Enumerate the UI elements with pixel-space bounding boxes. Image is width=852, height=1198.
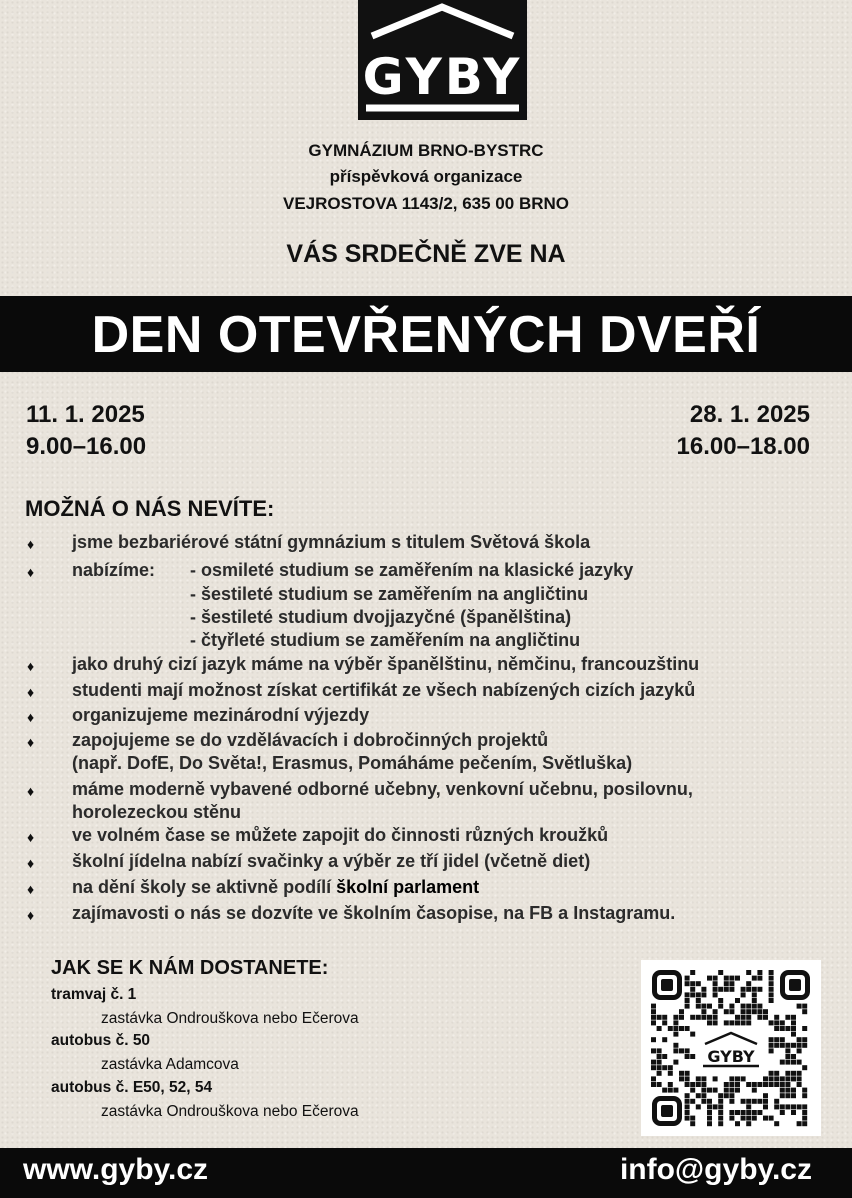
event-title-banner	[0, 296, 852, 372]
list-item	[72, 877, 479, 898]
house-logo-icon	[358, 0, 527, 120]
list-item: máme moderně vybavené odborné učebny, venkovní učebnu, posilovnu,	[72, 779, 693, 799]
bullet-icon: ♦	[27, 564, 35, 580]
bullet-icon: ♦	[27, 783, 35, 799]
event-title: DEN OTEVŘENÝCH DVEŘÍ	[91, 306, 761, 364]
list-item: jsme bezbariérové státní gymnázium s titulem Světová škola	[72, 532, 591, 552]
qr-code-icon	[641, 960, 821, 1136]
transport-stop: zastávka Ondrouškova nebo Ečerova	[101, 1010, 359, 1027]
date-1: 11. 1. 2025	[26, 401, 145, 428]
school-name: GYMNÁZIUM BRNO-BYSTRC	[308, 141, 544, 160]
travel-title: JAK SE K NÁM DOSTANETE:	[51, 957, 329, 979]
list-item-continuation: (např. DofE, Do Světa!, Erasmus, Pomáháme pečením, Světluška)	[72, 753, 633, 773]
bullet-icon: ♦	[27, 829, 35, 845]
bullet-icon: ♦	[27, 684, 35, 700]
list-item: školní jídelna nabízí svačinky a výběr ze tří jidel (včetně diet)	[72, 851, 591, 871]
date-block-1	[26, 399, 146, 463]
list-item: zajímavosti o nás se dozvíte ve školním časopise, na FB a Instagramu.	[72, 903, 676, 923]
list-item-text: na dění školy se aktivně podílí	[72, 877, 332, 897]
list-item: jako druhý cizí jazyk máme na výběr španělštinu, němčinu, francouzštinu	[72, 654, 700, 674]
logo-text: GYBY	[362, 48, 523, 106]
website-link[interactable]: www.gyby.cz	[23, 1153, 209, 1186]
transport-stop: zastávka Adamcova	[101, 1056, 239, 1073]
school-logo	[358, 0, 527, 120]
time-2: 16.00–18.00	[676, 433, 810, 460]
footer	[0, 1148, 852, 1198]
list-item: zapojujeme se do vzdělávacích i dobročinných projektů	[72, 730, 549, 750]
bullet-icon: ♦	[27, 734, 35, 750]
offer-line: - šestileté studium se zaměřením na angličtinu	[190, 584, 589, 604]
bullet-icon: ♦	[27, 907, 35, 923]
transport-mode: tramvaj č. 1	[51, 986, 137, 1003]
bullet-icon: ♦	[27, 855, 35, 871]
offer-line: - osmileté studium se zaměřením na klasické jazyky	[190, 560, 634, 580]
offer-line: - šestileté studium dvojjazyčné (španělština)	[190, 607, 572, 627]
bullet-icon: ♦	[27, 709, 35, 725]
qr-code[interactable]	[641, 960, 821, 1136]
about-title: MOŽNÁ O NÁS NEVÍTE:	[25, 496, 275, 521]
invite-text: VÁS SRDEČNĚ ZVE NA	[286, 240, 566, 268]
time-1: 9.00–16.00	[26, 433, 147, 460]
list-item: ve volném čase se můžete zapojit do činnosti různých kroužků	[72, 825, 609, 845]
date-2: 28. 1. 2025	[689, 401, 810, 428]
date-block-2	[677, 399, 810, 463]
email-link[interactable]: info@gyby.cz	[619, 1153, 812, 1186]
bullet-icon: ♦	[27, 658, 35, 674]
list-item-continuation: horolezeckou stěnu	[72, 802, 242, 822]
school-type: příspěvková organizace	[329, 167, 523, 186]
list-item: nabízíme:	[72, 560, 156, 580]
parliament-text: školní parlament	[336, 877, 480, 897]
bullet-icon: ♦	[27, 536, 35, 552]
list-item: studenti mají možnost získat certifikát ze všech nabízených cizích jazyků	[72, 680, 696, 700]
bullet-icon: ♦	[27, 881, 35, 897]
transport-mode: autobus č. E50, 52, 54	[51, 1079, 213, 1096]
offer-line: - čtyřleté studium se zaměřením na angličtinu	[190, 630, 581, 650]
transport-stop: zastávka Ondrouškova nebo Ečerova	[101, 1103, 359, 1120]
transport-mode: autobus č. 50	[51, 1032, 151, 1049]
qr-logo-text: GYBY	[707, 1047, 755, 1066]
school-address: VEJROSTOVA 1143/2, 635 00 BRNO	[283, 194, 569, 213]
list-item: organizujeme mezinárodní výjezdy	[72, 705, 370, 725]
